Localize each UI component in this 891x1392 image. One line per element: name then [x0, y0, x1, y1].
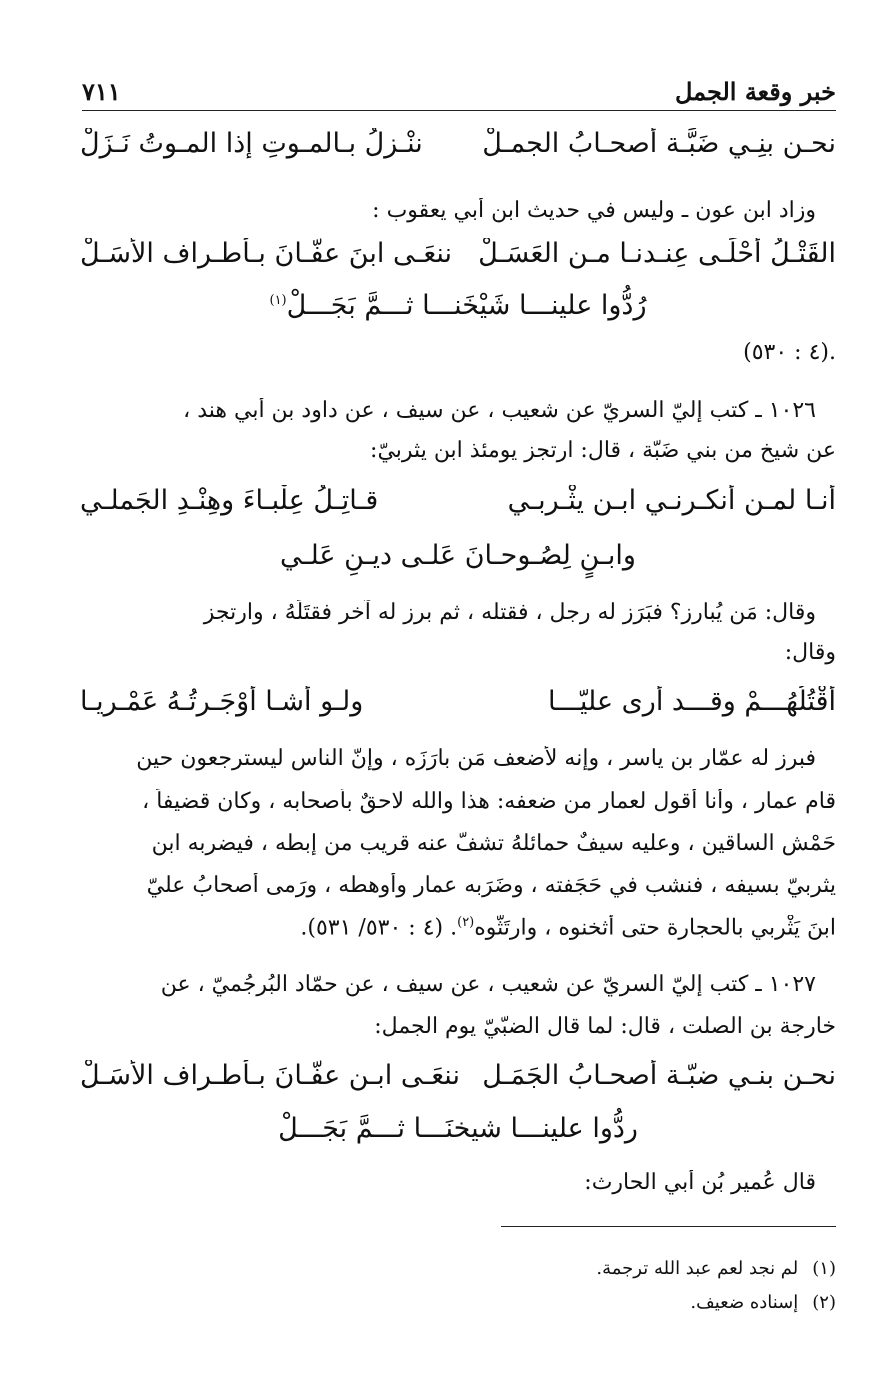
- prose-line: [80, 915, 836, 940]
- prose-text: ابنَ يَثْربي بالحجارة حتى أثخنوه ، وارتَثُّوه: [474, 915, 836, 941]
- verse-line: [80, 485, 836, 516]
- reference-line: .(٤ : ٥٣٠): [743, 340, 836, 365]
- prose-line: وقال: مَن يُبارز؟ فبَرَز له رجل ، فقتله ، ثم برز له آخر فقتَلَهُ ، وارتجز: [203, 600, 816, 625]
- verse-hemistich-right: أقْتُلُهُـــمْ وقـــد أرى عليّـــا: [547, 686, 836, 717]
- verse-line: [80, 128, 836, 159]
- footnote-number: (٢): [812, 1292, 836, 1313]
- prose-line: قال عُمير بُن أبي الحارث:: [584, 1170, 816, 1195]
- verse-text: رُدُّوا علينـــا شَيْخَنـــا ثـــمَّ بَجَـــلْ: [286, 290, 647, 321]
- prose-line: ١٠٢٦ ـ كتب إليّ السريّ عن شعيب ، عن سيف ، عن داود بن أبي هند ،: [183, 398, 816, 423]
- prose-line: وزاد ابن عون ـ وليس في حديث ابن أبي يعقوب :: [372, 198, 816, 223]
- verse-hemistich-left: ولـو أشـا أوْجَـرتُـهُ عَمْـريـا: [80, 686, 364, 717]
- verse-hemistich-right: أنـا لمـن أنكـرنـي ابـن يثْـربـي: [507, 485, 836, 516]
- header-title: خبر وقعة الجمل: [674, 77, 836, 106]
- footnote: [80, 1292, 836, 1313]
- verse-hemistich-left: ننعَـى ابنَ عفَّـانَ بـأطـراف الأسَـلْ: [80, 238, 453, 269]
- page-number: ٧١١: [82, 77, 121, 106]
- verse-line: [80, 1060, 836, 1091]
- verse-line: [80, 238, 836, 269]
- prose-line: ١٠٢٧ ـ كتب إليّ السريّ عن شعيب ، عن سيف ، عن حمّاد البُرجُميّ ، عن: [160, 972, 816, 997]
- prose-line: حَمْش الساقين ، وعليه سيفٌ حمائلهُ تشفّ عنه قريب من إبطه ، فيضربه ابن: [151, 831, 836, 856]
- verse-hemistich-left: ننعَـى ابـن عفّـانَ بـأطـراف الأسَـلْ: [80, 1060, 460, 1091]
- verse-line: [80, 686, 836, 717]
- footnote-marker: (١): [269, 293, 287, 308]
- verse-hemistich-left: ننْـزِلُ بـالمـوتِ إذا المـوتُ نَـزَلْ: [80, 128, 423, 159]
- verse-hemistich-right: نحـن بنـي ضبّـة أصحـابُ الجَمَـل: [482, 1060, 836, 1091]
- verse-hemistich-right: نحـن بنِـي ضَبَّـة أصحـابُ الجمـلْ: [482, 128, 836, 159]
- footnote-text: لم نجد لعم عبد الله ترجمة.: [596, 1258, 799, 1279]
- verse-line-centered: وابـنٍ لِصُـوحـانَ عَلـى ديـنِ عَلـي: [280, 540, 636, 571]
- footnote-marker: (٢): [457, 915, 475, 930]
- prose-line: عن شيخ من بني ضَبّة ، قال: ارتجز يومئذ ابن يثربيّ:: [370, 438, 836, 463]
- verse-hemistich-right: القَتْـلُ أحْلَـى عِنـدنـا مـن العَسَـلْ: [478, 238, 836, 269]
- footnote-text: إسناده ضعيف.: [690, 1292, 799, 1313]
- verse-line-centered: [80, 290, 836, 321]
- verse-hemistich-left: قـاتِـلُ عِلْبـاءَ وهِنْـدِ الجَملـي: [80, 485, 379, 516]
- prose-line: وقال:: [784, 640, 836, 665]
- reference-text: . (٤ : ٥٣٠/ ٥٣١).: [300, 915, 458, 941]
- prose-line: خارجة بن الصلت ، قال: لما قال الضبّيّ يوم الجمل:: [374, 1014, 836, 1039]
- footnote-divider: [501, 1226, 836, 1227]
- prose-line: فبرز له عمّار بن ياسر ، وإنه لأضعف مَن بارَزَه ، وإنّ الناس ليسترجعون حين: [136, 746, 816, 771]
- footnote: [80, 1258, 836, 1279]
- footnote-number: (١): [812, 1258, 836, 1279]
- prose-line: قام عمار ، وأنا أقول لعمار من ضعفه: هذا والله لاحقٌ بأصحابه ، وكان قضيفاً ،: [142, 789, 836, 814]
- prose-line: يثربيّ بسيفه ، فنشب في حَجَفته ، وضَرَبه عمار وأوهطه ، ورَمى أصحابُ عليّ: [146, 873, 836, 898]
- running-header: [82, 70, 836, 111]
- verse-line-centered: ردُّوا علينـــا شيخنَـــا ثـــمَّ بَجَـــلْ: [278, 1113, 638, 1144]
